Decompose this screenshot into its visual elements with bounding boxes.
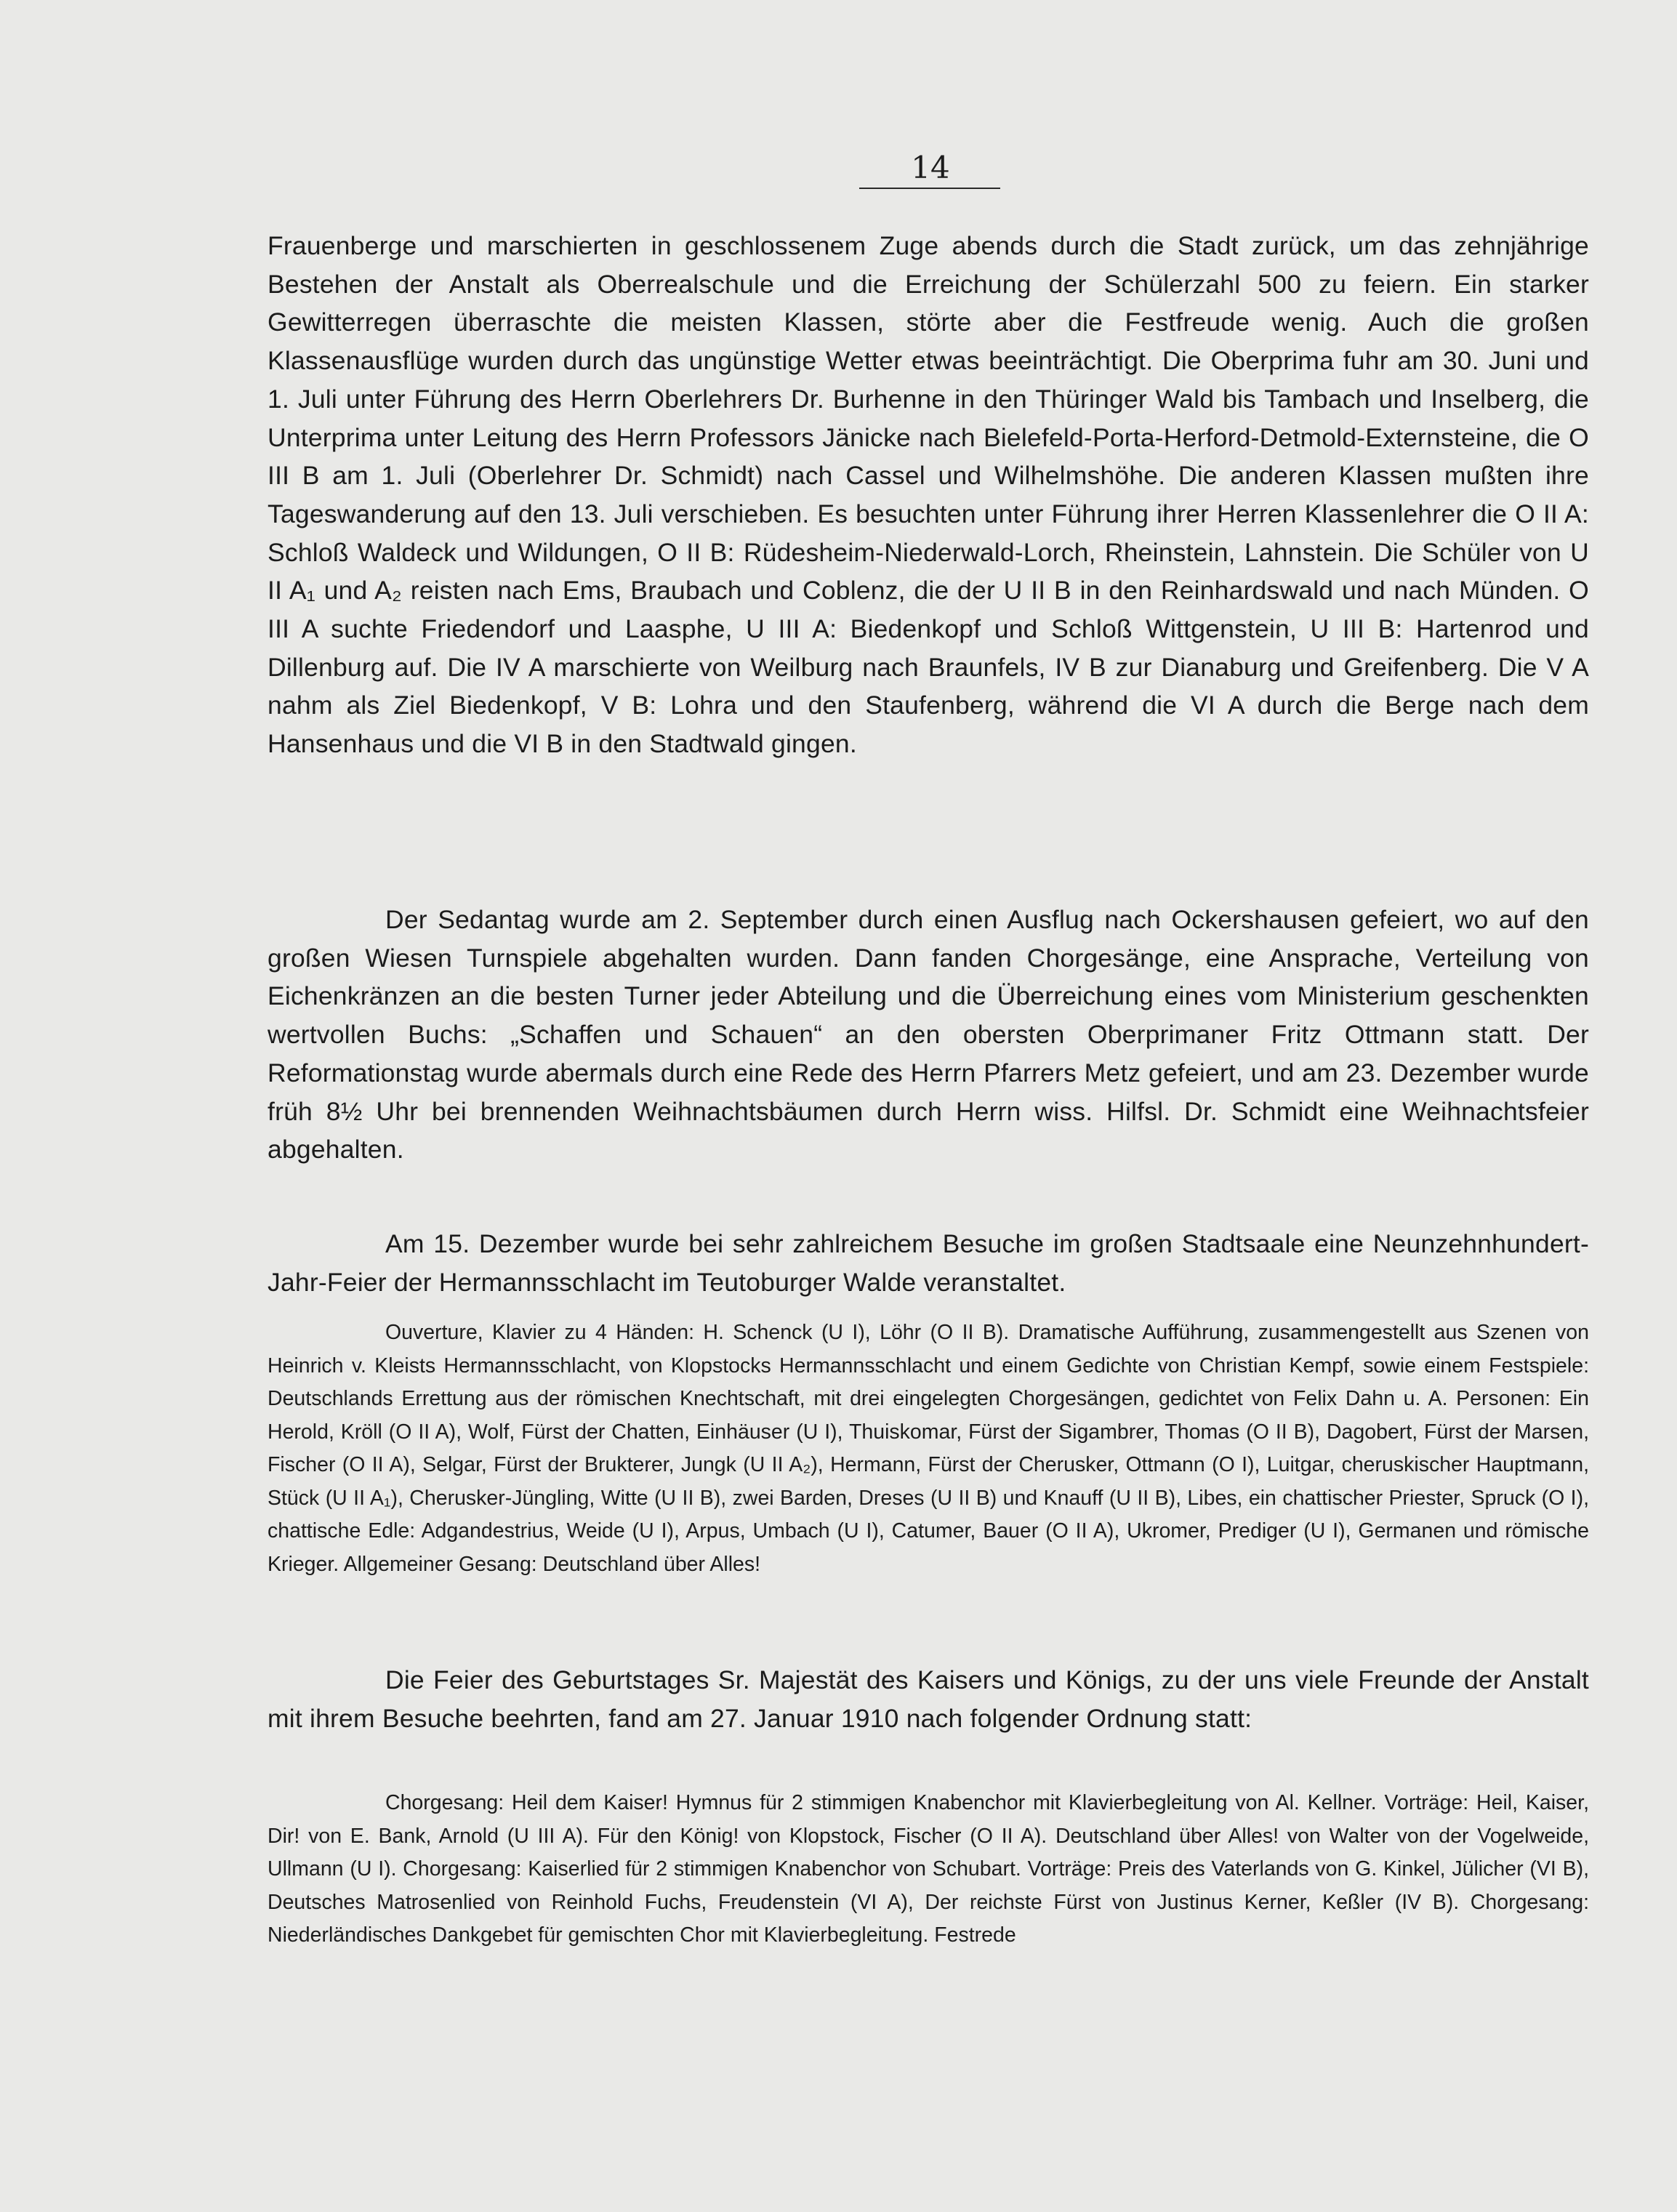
- page-number: 14: [911, 150, 950, 185]
- paragraph-hermannsschlacht: Am 15. Dezember wurde bei sehr zahlreichem Besuche im großen Stadtsaale eine Neunzehnhundert-Jahr-Feier der Hermannsschlacht im Teutoburger Walde veranstaltet.: [268, 1229, 1589, 1297]
- page-number-rule: [859, 188, 1000, 189]
- paragraph-excursions: Frauenberge und marschierten in geschlossenem Zuge abends durch die Stadt zurück, um das zehnjährige Bestehen der Anstalt als Oberrealschule und die Erreichung der Schülerzahl 500 zu feiern. Ein starker Gewitterregen überraschte die meisten Klassen, störte aber die Festfreude wenig. Auch die großen Klassenausflüge wurden durch das ungünstige Wetter etwas beeinträchtigt. Die Oberprima fuhr am 30. Juni und 1. Juli unter Führung des Herrn Oberlehrers Dr. Burhenne in den Thüringer Wald bis Tambach und Inselberg, die Unterprima unter Leitung des Herrn Professors Jänicke nach Bielefeld-Porta-Herford-Detmold-Externsteine, die O III B am 1. Juli (Oberlehrer Dr. Schmidt) nach Cassel und Wilhelmshöhe. Die anderen Klassen mußten ihre Tageswanderung auf den 13. Juli verschieben. Es besuchten unter Führung ihrer Herren Klassenlehrer die O II A: Schloß Waldeck und Wildungen, O II B: Rüdesheim-Niederwald-Lorch, Rheinstein, Lahnstein. Die Schüler von U II A₁ und A₂ reisten nach Ems, Braubach und Coblenz, die der U II B in den Reinhardswald und nach Münden. O III A suchte Friedendorf und Laasphe, U III A: Biedenkopf und Schloß Wittgenstein, U III B: Hartenrod und Dillenburg auf. Die IV A marschierte von Weilburg nach Braunfels, IV B zur Dianaburg und Greifenberg. Die V A nahm als Ziel Biedenkopf, V B: Lohra und den Staufenberg, während die VI A durch die Berge nach dem Hansenhaus und die VI B in den Stadtwald gingen.: [268, 231, 1589, 759]
- paragraph-kaisers-geburtstag: Die Feier des Geburtstages Sr. Majestät des Kaisers und Königs, zu der uns viele Freunde der Anstalt mit ihrem Besuche beehrten, fand am 27. Januar 1910 nach folgender Ordnung statt:: [268, 1665, 1589, 1733]
- program-hermannsschlacht: Ouverture, Klavier zu 4 Händen: H. Schenck (U I), Löhr (O II B). Dramatische Aufführung, zusammengestellt aus Szenen von Heinrich v. Kleists Hermannsschlacht, von Klopstocks Hermannsschlacht und einem Gedichte von Christian Kempf, sowie einem Festspiele: Deutschlands Errettung aus der römischen Knechtschaft, mit drei eingelegten Chorgesängen, gedichtet von Felix Dahn u. A. Personen: Ein Herold, Kröll (O II A), Wolf, Fürst der Chatten, Einhäuser (U I), Thuiskomar, Fürst der Sigambrer, Thomas (O II B), Dagobert, Fürst der Marsen, Fischer (O II A), Selgar, Fürst der Brukterer, Jungk (U II A₂), Hermann, Fürst der Cherusker, Ottmann (O I), Luitgar, cheruskischer Hauptmann, Stück (U II A₁), Cherusker-Jüngling, Witte (U II B), zwei Barden, Dreses (U II B) und Knauff (U II B), Libes, ein chattischer Priester, Spruck (O I), chattische Edle: Adgandestrius, Weide (U I), Arpus, Umbach (U I), Catumer, Bauer (O II A), Ukromer, Prediger (U I), Germanen und römische Krieger. Allgemeiner Gesang: Deutschland über Alles!: [268, 1321, 1589, 1576]
- program-kaisers-geburtstag: Chorgesang: Heil dem Kaiser! Hymnus für 2 stimmigen Knabenchor mit Klavierbegleitung von Al. Kellner. Vorträge: Heil, Kaiser, Dir! von E. Bank, Arnold (U III A). Für den König! von Klopstock, Fischer (O II A). Deutschland über Alles! von Walter von der Vogelweide, Ullmann (U I). Chorgesang: Kaiserlied für 2 stimmigen Knabenchor von Schubart. Vorträge: Preis des Vaterlands von G. Kinkel, Jülicher (VI B), Deutsches Matrosenlied von Reinhold Fuchs, Freudenstein (VI A), Der reichste Fürst von Justinus Kerner, Keßler (IV B). Chorgesang: Niederländisches Dankgebet für gemischten Chor mit Klavierbegleitung. Festrede: [268, 1791, 1589, 1947]
- paragraph-sedantag: Der Sedantag wurde am 2. September durch einen Ausflug nach Ockershausen gefeiert, wo auf den großen Wiesen Turnspiele abgehalten wurden. Dann fanden Chorgesänge, eine Ansprache, Verteilung von Eichenkränzen an die besten Turner jeder Abteilung und die Überreichung eines vom Ministerium geschenkten wertvollen Buchs: „Schaffen und Schauen“ an den obersten Oberprimaner Fritz Ottmann statt. Der Reformationstag wurde abermals durch eine Rede des Herrn Pfarrers Metz gefeiert, und am 23. Dezember wurde früh 8½ Uhr bei brennenden Weihnachtsbäumen durch Herrn wiss. Hilfsl. Dr. Schmidt eine Weihnachtsfeier abgehalten.: [268, 905, 1589, 1165]
